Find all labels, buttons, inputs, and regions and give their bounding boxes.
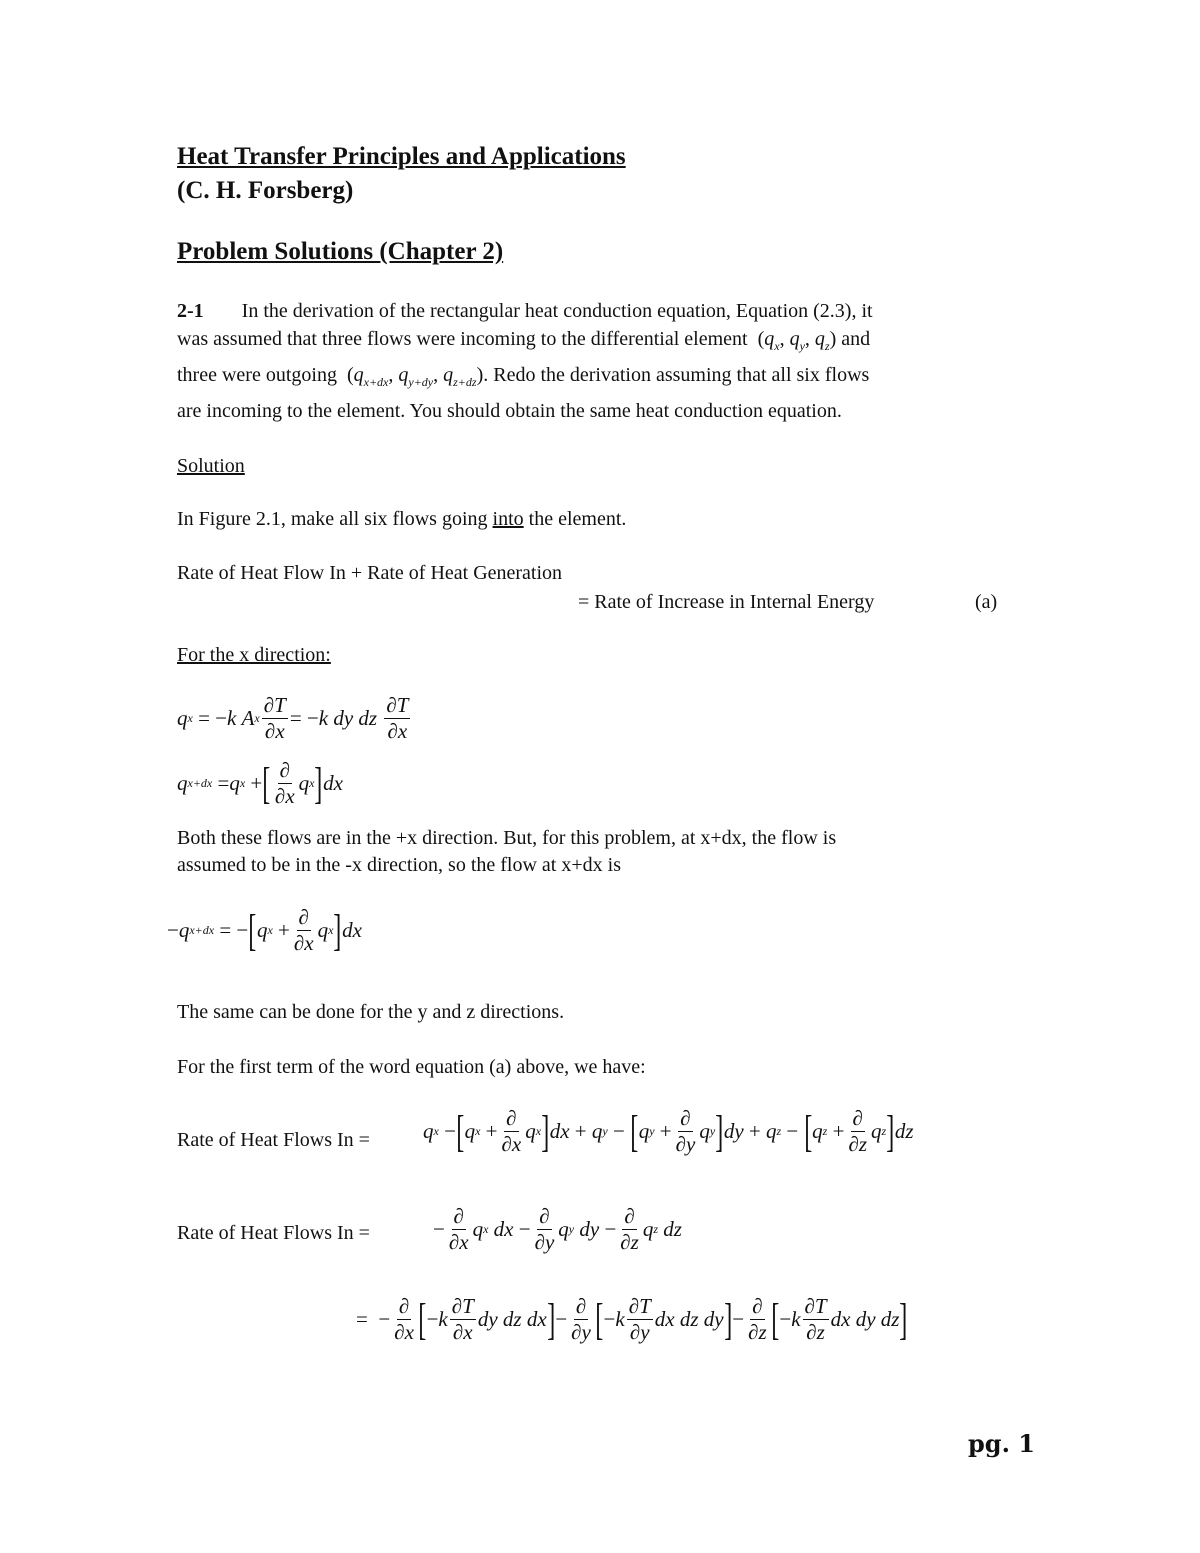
- outgoing-flows-expr: ($q_{x+dx}$, $q_{y+dy}$, $q_{z+dz}$): [341, 364, 484, 389]
- word-equation-line-1: Rate of Heat Flow In + Rate of Heat Generation: [177, 562, 563, 584]
- problem-number: 2-1: [177, 300, 204, 322]
- problem-line-3: three were outgoing ($q_{x+dx}$, $q_{y+dy}$, $q_{z+dz}$). Redo the derivation assuming that all six flows: [177, 364, 870, 389]
- rate-flows-label-2: Rate of Heat Flows In =: [177, 1222, 370, 1244]
- equation-qx: q x = − k A x $\frac{\partial T}{\partial x}$ = − k dy dz $\frac{\partial T}{\partial x}$: [177, 693, 409, 743]
- same-yz-note: The same can be done for the y and z directions.: [177, 1001, 565, 1023]
- word-equation-label: (a): [975, 591, 998, 613]
- figure-note: In Figure 2.1, make all six flows going into the element.: [177, 508, 627, 530]
- problem-line-1: 2-1 In the derivation of the rectangular heat conduction equation, Equation (2.3), it: [177, 300, 873, 322]
- document-title: Heat Transfer Principles and Applications: [177, 143, 626, 170]
- x-direction-heading: For the x direction:: [177, 644, 331, 666]
- equation-rate-flows-3: = − $\frac{\partial}{\partial x}$ [ − k $\frac{\partial T}{\partial x}$ dy dz dx ] − $\frac{\partial}{\partial y}$ [ − k $\frac{\partial T}{\partial y}$ dx dz dy ] − $\frac{\partial}{\partial z}$ [ − k $\frac{\partial T}{\partial z}$ dx dy dz ]: [356, 1294, 908, 1344]
- problem-line-4: are incoming to the element. You should obtain the same heat conduction equation.: [177, 400, 842, 422]
- first-term-note: For the first term of the word equation (a) above, we have:: [177, 1056, 646, 1078]
- solution-heading: Solution: [177, 455, 245, 477]
- equation-qx-dx: q x+dx = q x + [ $\frac{\partial}{\partial x}$ q x ] dx: [177, 758, 343, 808]
- equation-rate-flows-1: q x − [ q x + $\frac{\partial}{\partial x}$ q x ] dx + q y − [ q y + $\frac{\partial}{\partial y}$ q y ] dy + q z − [ q z + $\frac{\partial}{\partial z}$ q z ] dz: [423, 1106, 914, 1156]
- both-flows-line-1: Both these flows are in the +x direction. But, for this problem, at x+dx, the flow is: [177, 827, 837, 849]
- section-heading: Problem Solutions (Chapter 2): [177, 238, 504, 265]
- author-line: (C. H. Forsberg): [177, 177, 354, 204]
- page-number: pg. 1: [968, 1429, 1035, 1458]
- incoming-flows-expr: ($q_x$, $q_y$, $q_z$): [752, 328, 837, 353]
- equation-neg-qx-dx: − q x+dx = − [ q x + $\frac{\partial}{\partial x}$ q x ] dx: [167, 905, 362, 955]
- rate-flows-label-1: Rate of Heat Flows In =: [177, 1129, 370, 1151]
- both-flows-line-2: assumed to be in the -x direction, so the flow at x+dx is: [177, 854, 621, 876]
- equation-rate-flows-2: − $\frac{\partial}{\partial x}$ q x dx − $\frac{\partial}{\partial y}$ q y dy − $\frac{\partial}{\partial z}$ q z dz: [433, 1204, 682, 1254]
- word-equation-line-2: = Rate of Increase in Internal Energy: [578, 591, 875, 613]
- problem-line-2: was assumed that three flows were incoming to the differential element ($q_x$, $q_y$, $q_z$) and: [177, 328, 871, 353]
